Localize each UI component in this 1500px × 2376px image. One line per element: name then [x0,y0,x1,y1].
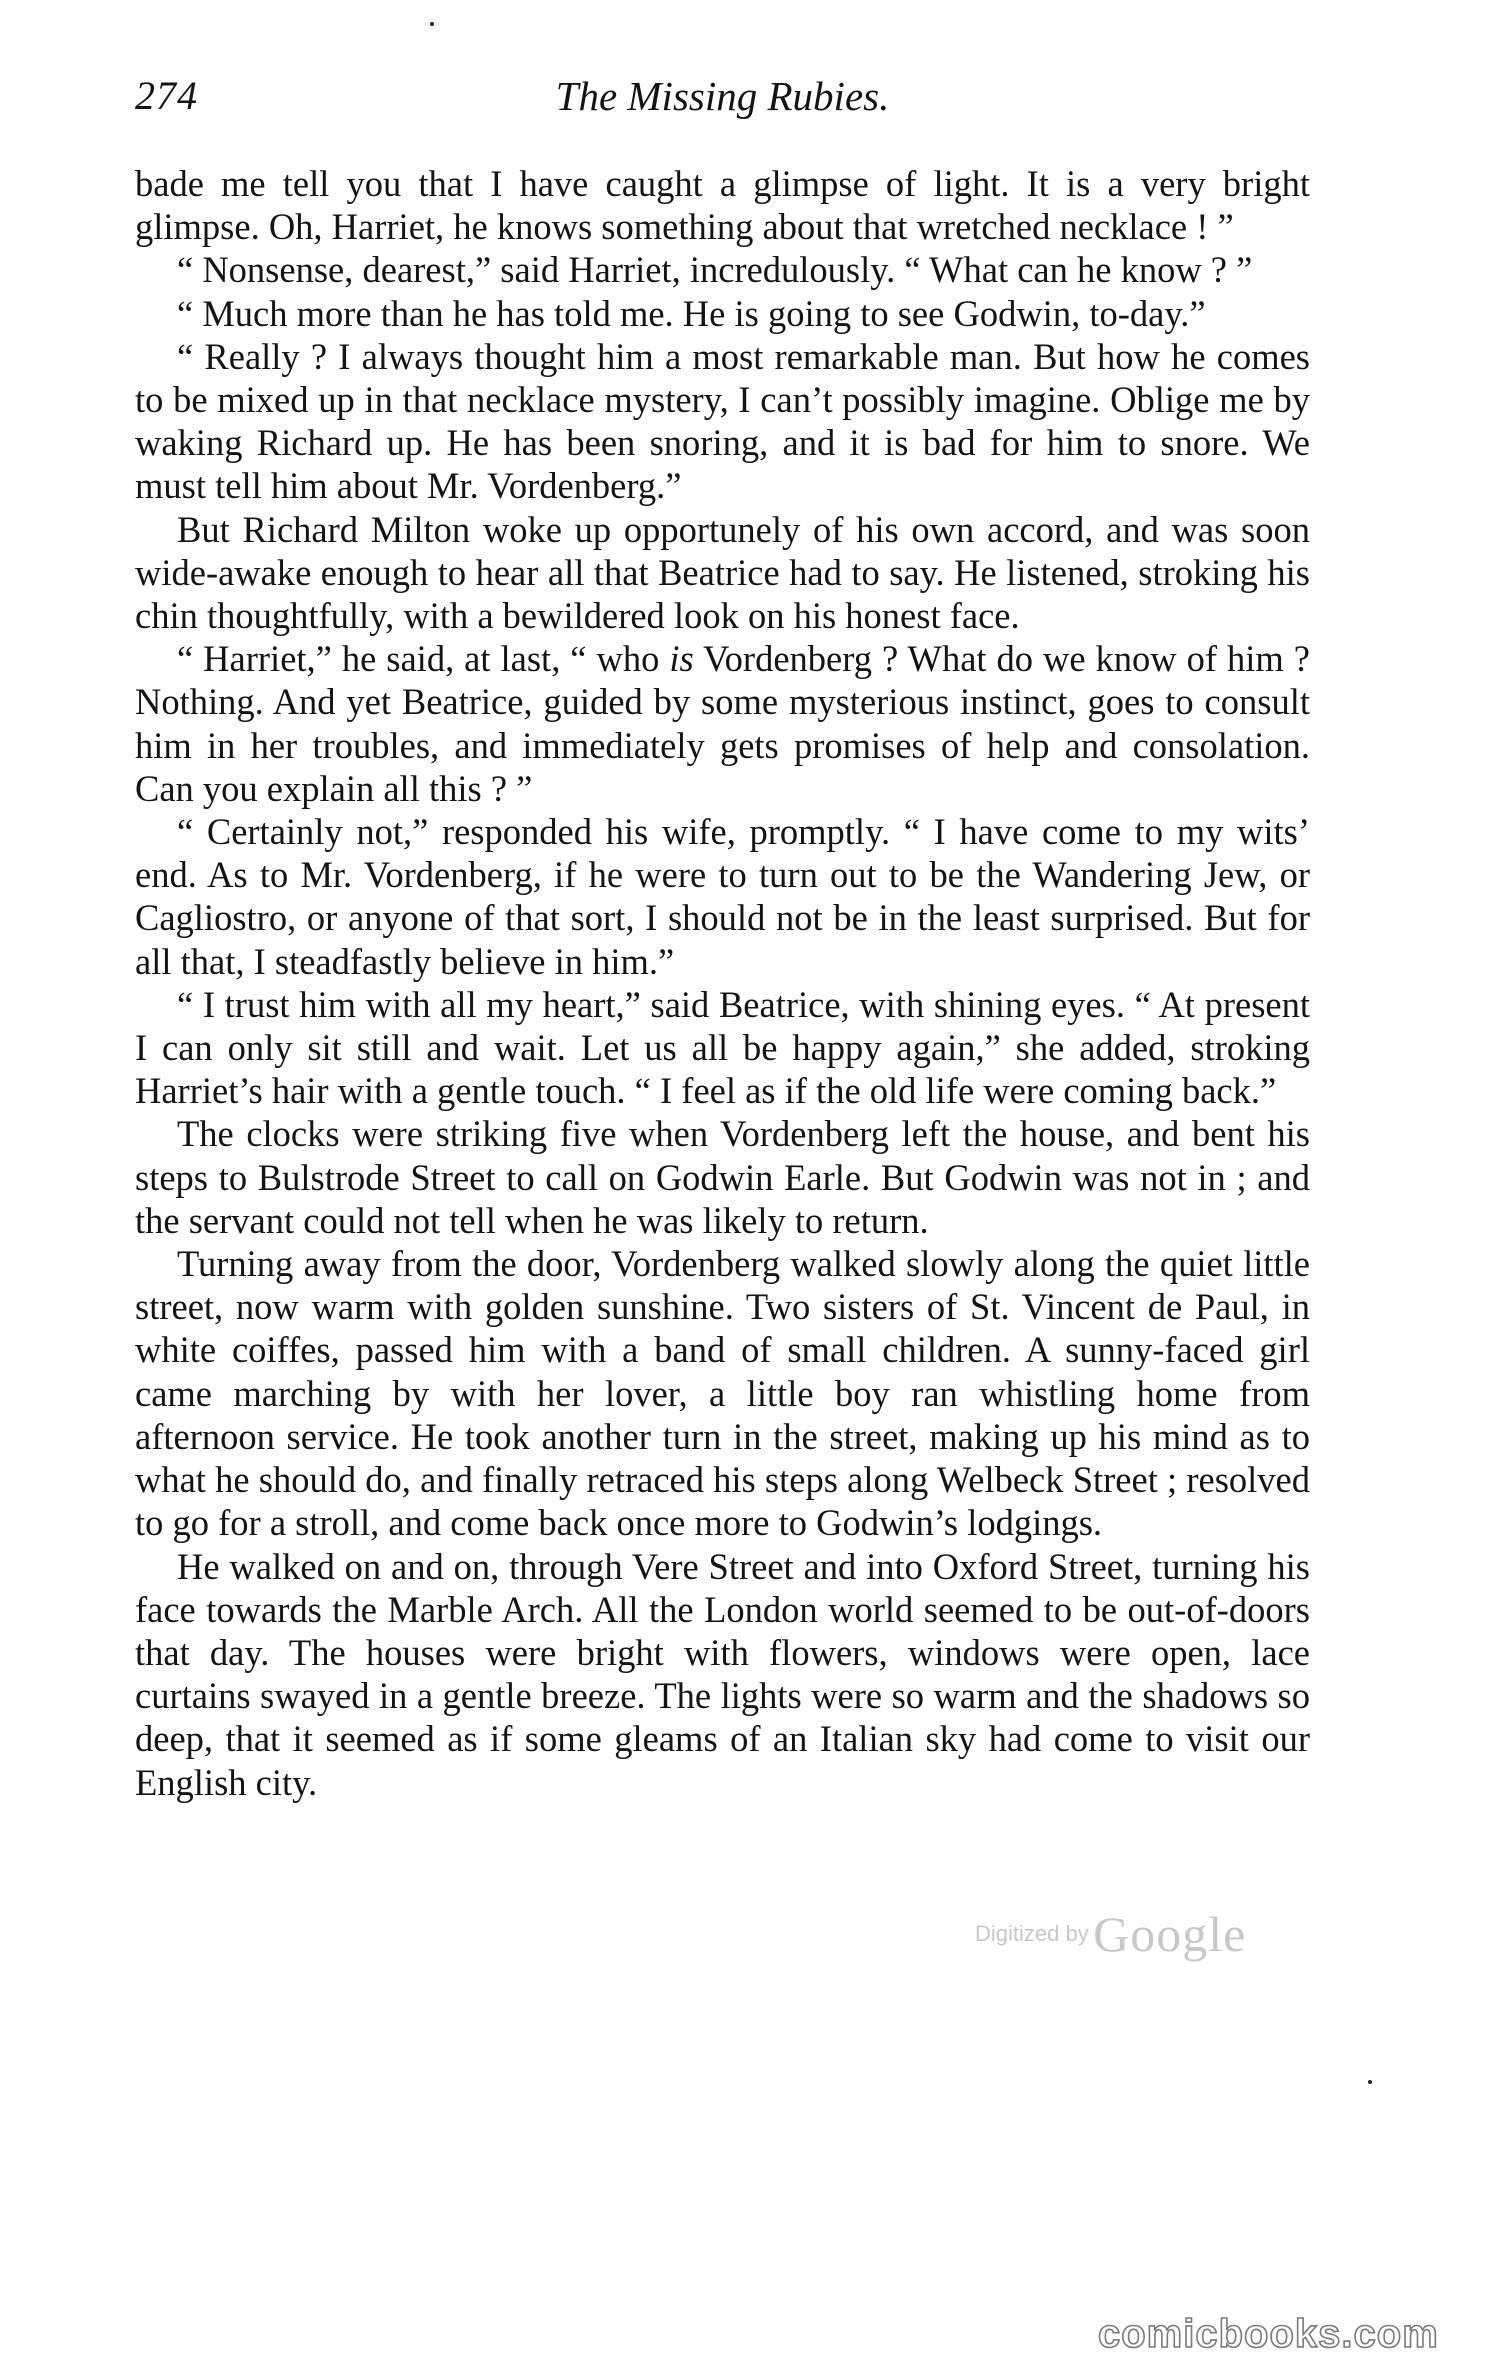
paragraph: “ Much more than he has told me. He is going to see Godwin, to-day.” [177,292,1206,334]
stray-mark [430,22,434,26]
body-text [135,162,1310,1804]
paragraph: “ Nonsense, dearest,” said Harriet, incredulously. “ What can he know ? ” [177,249,1253,291]
paragraph-text: Vordenberg ? What do we know of him ? Nothing. And yet Beatrice, guided by some mysterious instinct, goes to consult him in her troubles, and immediately gets promises of help and consolation. Can you explain all this ? ” [135,638,1310,809]
paragraph [135,637,1310,810]
book-title: The Missing Rubies. [555,73,890,119]
paragraph: He walked on and on, through Vere Street and into Oxford Street, turning his face towards the Marble Arch. All the London world seemed to be out-of-doors that day. The houses were bright with flowers, windows were open, lace curtains swayed in a gentle breeze. The lights were so warm and the shadows so deep, that it seemed as if some gleams of an Italian sky had come to visit our English city. [135,1545,1310,1803]
digitized-by-google-stamp [975,1905,1246,1963]
site-watermark: comicbooks.com [1098,2312,1439,2356]
paragraph: “ Certainly not,” responded his wife, promptly. “ I have come to my wits’ end. As to Mr. Vordenberg, if he were to turn out to be the Wandering Jew, or Cagliostro, or anyone of that sort, I should not be in the least surprised. But for all that, I steadfastly believe in him.” [135,811,1310,982]
paragraph-text: “ Harriet,” he said, at last, “ who [177,638,670,680]
paragraph: But Richard Milton woke up opportunely of his own accord, and was soon wide-awake enough to hear all that Beatrice had to say. He listened, stroking his chin thoughtfully, with a bewildered look on his honest face. [135,508,1310,637]
google-logo: Google [1093,1906,1247,1962]
paragraph: The clocks were striking five when Vordenberg left the house, and bent his steps to Bulstrode Street to call on Godwin Earle. But Godwin was not in ; and the servant could not tell when he was likely to return. [135,1113,1310,1241]
italic-word: is [669,638,694,680]
page-number: 274 [135,73,198,118]
paragraph: bade me tell you that I have caught a glimpse of light. It is a very bright glimpse. Oh, Harriet, he knows something about that wretched necklace ! ” [135,163,1310,248]
stray-mark [1368,2080,1372,2084]
digitized-prefix: Digitized by [975,1921,1089,1946]
running-head [135,72,1310,142]
paragraph: “ Really ? I always thought him a most remarkable man. But how he comes to be mixed up in that necklace mystery, I can’t possibly imagine. Oblige me by waking Richard up. He has been snoring, and it is bad for him to snore. We must tell him about Mr. Vordenberg.” [135,335,1310,507]
paragraph: Turning away from the door, Vordenberg walked slowly along the quiet little street, now warm with golden sunshine. Two sisters of St. Vincent de Paul, in white coiffes, passed him with a band of small children. A sunny-faced girl came marching by with her lover, a little boy ran whistling home from afternoon service. He took another turn in the street, making up his mind as to what he should do, and finally retraced his steps along Welbeck Street ; resolved to go for a stroll, and come back once more to Godwin’s lodgings. [135,1243,1310,1544]
paragraph: “ I trust him with all my heart,” said Beatrice, with shining eyes. “ At present I can only sit still and wait. Let us all be happy again,” she added, stroking Harriet’s hair with a gentle touch. “ I feel as if the old life were coming back.” [135,983,1310,1112]
